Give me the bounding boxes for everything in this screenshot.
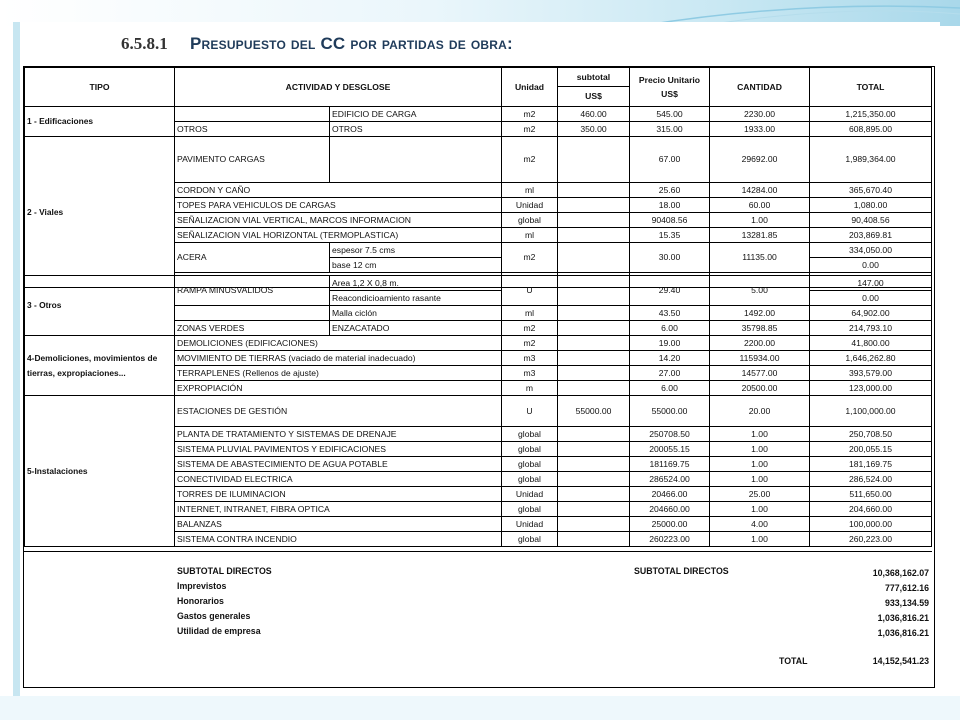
table-cell: 20500.00 bbox=[710, 381, 810, 396]
budget-sheet bbox=[23, 66, 935, 688]
table-cell: ACERA bbox=[175, 243, 330, 273]
table-cell: 0.00 bbox=[810, 291, 932, 306]
table-cell: 90408.56 bbox=[630, 213, 710, 228]
table-cell: m2 bbox=[502, 122, 558, 137]
table-cell: EDIFICIO DE CARGA bbox=[330, 107, 502, 122]
honorarios-label: Honorarios bbox=[177, 596, 224, 606]
summary-section bbox=[24, 551, 932, 686]
table-cell bbox=[558, 381, 630, 396]
table-cell: CONECTIVIDAD ELECTRICA bbox=[175, 472, 502, 487]
table-cell: 147.00 bbox=[810, 276, 932, 291]
table-cell: 14.20 bbox=[630, 351, 710, 366]
header-actividad: ACTIVIDAD Y DESGLOSE bbox=[175, 68, 502, 107]
header-total: TOTAL bbox=[810, 68, 932, 107]
imprevistos-value: 777,612.16 bbox=[884, 583, 929, 593]
table-cell: BALANZAS bbox=[175, 517, 502, 532]
table-cell: 19.00 bbox=[630, 336, 710, 351]
table-cell: INTERNET, INTRANET, FIBRA OPTICA bbox=[175, 502, 502, 517]
table-cell: 1933.00 bbox=[710, 122, 810, 137]
table-cell: 20466.00 bbox=[630, 487, 710, 502]
table-cell: 90,408.56 bbox=[810, 213, 932, 228]
table-cell: 350.00 bbox=[558, 122, 630, 137]
table-cell: 460.00 bbox=[558, 107, 630, 122]
table-cell: TOPES PARA VEHICULOS DE CARGAS bbox=[175, 198, 502, 213]
table-cell bbox=[330, 137, 502, 183]
table-cell: EXPROPIACIÓN bbox=[175, 381, 502, 396]
table-cell bbox=[558, 228, 630, 243]
table-cell bbox=[558, 442, 630, 457]
table-cell: global bbox=[502, 472, 558, 487]
subtotal-mid-label: SUBTOTAL DIRECTOS bbox=[634, 566, 729, 576]
budget-table bbox=[24, 67, 932, 288]
table-cell bbox=[175, 306, 330, 321]
section-number: 6.5.8.1 bbox=[121, 34, 168, 53]
table-cell: 181169.75 bbox=[630, 457, 710, 472]
table-cell: Malla ciclón bbox=[330, 306, 502, 321]
table-cell: Unidad bbox=[502, 487, 558, 502]
table-cell: U bbox=[502, 396, 558, 427]
table-cell: CORDON Y CAÑO bbox=[175, 183, 502, 198]
table-cell: U bbox=[502, 276, 558, 306]
group-viales: 2 - Viales bbox=[25, 137, 175, 288]
table-cell: DEMOLICIONES (EDIFICACIONES) bbox=[175, 336, 502, 351]
table-cell bbox=[558, 366, 630, 381]
table-cell: 2230.00 bbox=[710, 107, 810, 122]
header-tipo: TIPO bbox=[25, 68, 175, 107]
table-cell: 1.00 bbox=[710, 442, 810, 457]
honorarios-value: 933,134.59 bbox=[884, 598, 929, 608]
table-cell bbox=[558, 321, 630, 336]
table-cell: 1.00 bbox=[710, 213, 810, 228]
table-cell bbox=[558, 336, 630, 351]
table-cell: 1,646,262.80 bbox=[810, 351, 932, 366]
table-cell: m2 bbox=[502, 107, 558, 122]
table-cell: global bbox=[502, 457, 558, 472]
table-cell: 27.00 bbox=[630, 366, 710, 381]
table-cell: 204660.00 bbox=[630, 502, 710, 517]
table-cell: OTROS bbox=[330, 122, 502, 137]
table-cell: MOVIMIENTO DE TIERRAS (vaciado de material inadecuado) bbox=[175, 351, 502, 366]
table-cell: m bbox=[502, 381, 558, 396]
table-cell: 55000.00 bbox=[558, 396, 630, 427]
table-cell: m2 bbox=[502, 321, 558, 336]
table-cell: 4.00 bbox=[710, 517, 810, 532]
table-cell: 35798.85 bbox=[710, 321, 810, 336]
header-subtotal-unit: US$ bbox=[558, 87, 630, 107]
table-cell: 250,708.50 bbox=[810, 427, 932, 442]
header-unidad: Unidad bbox=[502, 68, 558, 107]
gastos-value: 1,036,816.21 bbox=[877, 613, 929, 623]
table-cell: m2 bbox=[502, 336, 558, 351]
table-cell: 6.00 bbox=[630, 381, 710, 396]
table-cell bbox=[558, 183, 630, 198]
table-cell: Unidad bbox=[502, 198, 558, 213]
table-cell: ZONAS VERDES bbox=[175, 321, 330, 336]
table-cell: 6.00 bbox=[630, 321, 710, 336]
table-cell: 14284.00 bbox=[710, 183, 810, 198]
utilidad-label: Utilidad de empresa bbox=[177, 626, 261, 636]
table-cell bbox=[558, 502, 630, 517]
table-cell: m2 bbox=[502, 243, 558, 273]
group-edificaciones: 1 - Edificaciones bbox=[25, 107, 175, 137]
table-cell: 1.00 bbox=[710, 427, 810, 442]
table-cell: 25000.00 bbox=[630, 517, 710, 532]
table-cell: 41,800.00 bbox=[810, 336, 932, 351]
table-cell: 511,650.00 bbox=[810, 487, 932, 502]
group-otros: 3 - Otros bbox=[25, 276, 175, 336]
group-demoliciones: 4-Demoliciones, movimientos de tierras, expropiaciones... bbox=[25, 336, 175, 396]
total-value: 14,152,541.23 bbox=[872, 656, 929, 666]
table-cell: 14577.00 bbox=[710, 366, 810, 381]
table-cell: SEÑALIZACION VIAL VERTICAL, MARCOS INFORMACION bbox=[175, 213, 502, 228]
table-cell: TERRAPLENES (Rellenos de ajuste) bbox=[175, 366, 502, 381]
table-cell: 18.00 bbox=[630, 198, 710, 213]
table-cell: 214,793.10 bbox=[810, 321, 932, 336]
table-cell: 20.00 bbox=[710, 396, 810, 427]
table-cell: SEÑALIZACION VIAL HORIZONTAL (TERMOPLASTICA) bbox=[175, 228, 502, 243]
table-cell: 29.40 bbox=[630, 276, 710, 306]
table-cell: Reacondicioamiento rasante bbox=[330, 291, 502, 306]
table-cell: m3 bbox=[502, 351, 558, 366]
table-cell: 260,223.00 bbox=[810, 532, 932, 547]
table-cell bbox=[558, 351, 630, 366]
table-cell: 365,670.40 bbox=[810, 183, 932, 198]
table-cell: 250708.50 bbox=[630, 427, 710, 442]
table-cell bbox=[558, 213, 630, 228]
table-cell: global bbox=[502, 427, 558, 442]
table-cell: 1.00 bbox=[710, 457, 810, 472]
table-cell: ml bbox=[502, 306, 558, 321]
table-cell: 203,869.81 bbox=[810, 228, 932, 243]
table-cell: 200,055.15 bbox=[810, 442, 932, 457]
table-cell: m2 bbox=[502, 137, 558, 183]
table-cell: base 12 cm bbox=[330, 258, 502, 273]
imprevistos-label: Imprevistos bbox=[177, 581, 227, 591]
table-cell: OTROS bbox=[175, 122, 330, 137]
table-cell: 30.00 bbox=[630, 243, 710, 273]
table-cell: 0.00 bbox=[810, 258, 932, 273]
table-cell: 123,000.00 bbox=[810, 381, 932, 396]
table-cell: 545.00 bbox=[630, 107, 710, 122]
table-cell: ENZACATADO bbox=[330, 321, 502, 336]
group-instalaciones: 5-Instalaciones bbox=[25, 396, 175, 547]
subtotal-label: SUBTOTAL DIRECTOS bbox=[177, 566, 272, 576]
table-cell: global bbox=[502, 442, 558, 457]
budget-table-lower bbox=[24, 275, 932, 547]
table-cell: 1.00 bbox=[710, 502, 810, 517]
table-cell: 286524.00 bbox=[630, 472, 710, 487]
table-cell: global bbox=[502, 502, 558, 517]
header-subtotal: subtotal bbox=[558, 68, 630, 87]
table-cell: 115934.00 bbox=[710, 351, 810, 366]
slide-bottom-band bbox=[0, 696, 960, 720]
table-cell: ml bbox=[502, 183, 558, 198]
table-cell: 13281.85 bbox=[710, 228, 810, 243]
table-cell: 1492.00 bbox=[710, 306, 810, 321]
table-cell bbox=[558, 457, 630, 472]
table-cell: ml bbox=[502, 228, 558, 243]
table-cell: 15.35 bbox=[630, 228, 710, 243]
table-cell: 5.00 bbox=[710, 276, 810, 306]
table-cell: 100,000.00 bbox=[810, 517, 932, 532]
table-cell: 1.00 bbox=[710, 532, 810, 547]
table-cell: 29692.00 bbox=[710, 137, 810, 183]
table-cell bbox=[558, 427, 630, 442]
table-cell: 25.00 bbox=[710, 487, 810, 502]
table-cell bbox=[558, 198, 630, 213]
table-cell bbox=[558, 306, 630, 321]
table-cell bbox=[558, 487, 630, 502]
table-cell: 1,080.00 bbox=[810, 198, 932, 213]
table-cell bbox=[558, 472, 630, 487]
table-cell bbox=[558, 243, 630, 273]
table-cell: 608,895.00 bbox=[810, 122, 932, 137]
table-cell: 334,050.00 bbox=[810, 243, 932, 258]
total-label: TOTAL bbox=[779, 656, 808, 666]
table-cell: 11135.00 bbox=[710, 243, 810, 273]
table-cell: Area 1,2 X 0,8 m. bbox=[330, 276, 502, 291]
utilidad-value: 1,036,816.21 bbox=[877, 628, 929, 638]
table-cell: 64,902.00 bbox=[810, 306, 932, 321]
table-cell: 286,524.00 bbox=[810, 472, 932, 487]
table-cell: 393,579.00 bbox=[810, 366, 932, 381]
subtotal-value: 10,368,162.07 bbox=[872, 568, 929, 578]
table-cell: 315.00 bbox=[630, 122, 710, 137]
table-cell: ESTACIONES DE GESTIÓN bbox=[175, 396, 502, 427]
table-cell bbox=[558, 137, 630, 183]
table-cell: SISTEMA DE ABASTECIMIENTO DE AGUA POTABLE bbox=[175, 457, 502, 472]
table-cell bbox=[175, 107, 330, 122]
table-cell: 1.00 bbox=[710, 472, 810, 487]
table-cell: SISTEMA CONTRA INCENDIO bbox=[175, 532, 502, 547]
table-cell: 55000.00 bbox=[630, 396, 710, 427]
table-cell: global bbox=[502, 532, 558, 547]
table-cell bbox=[558, 517, 630, 532]
table-cell bbox=[558, 276, 630, 306]
header-cantidad: CANTIDAD bbox=[710, 68, 810, 107]
section-title: Presupuesto del CC por partidas de obra: bbox=[190, 34, 513, 53]
table-cell: 181,169.75 bbox=[810, 457, 932, 472]
table-cell: global bbox=[502, 213, 558, 228]
header-precio: Precio Unitario US$ bbox=[630, 68, 710, 107]
table-cell: Unidad bbox=[502, 517, 558, 532]
table-cell: 1,215,350.00 bbox=[810, 107, 932, 122]
table-cell: 25.60 bbox=[630, 183, 710, 198]
table-cell: 200055.15 bbox=[630, 442, 710, 457]
table-cell: 67.00 bbox=[630, 137, 710, 183]
table-cell: espesor 7.5 cms bbox=[330, 243, 502, 258]
gastos-label: Gastos generales bbox=[177, 611, 251, 621]
page-title bbox=[121, 34, 513, 54]
table-cell: 1,989,364.00 bbox=[810, 137, 932, 183]
table-cell: PAVIMENTO CARGAS bbox=[175, 137, 330, 183]
table-cell: 60.00 bbox=[710, 198, 810, 213]
table-cell: SISTEMA PLUVIAL PAVIMENTOS Y EDIFICACIONES bbox=[175, 442, 502, 457]
table-cell: TORRES DE ILUMINACION bbox=[175, 487, 502, 502]
slide-left-accent-bar bbox=[13, 22, 20, 696]
table-cell bbox=[558, 532, 630, 547]
table-cell: PLANTA DE TRATAMIENTO Y SISTEMAS DE DRENAJE bbox=[175, 427, 502, 442]
table-cell: m3 bbox=[502, 366, 558, 381]
table-cell: 260223.00 bbox=[630, 532, 710, 547]
table-cell: 1,100,000.00 bbox=[810, 396, 932, 427]
table-cell: RAMPA MINUSVALIDOS bbox=[175, 276, 330, 306]
table-cell: 2200.00 bbox=[710, 336, 810, 351]
table-cell: 43.50 bbox=[630, 306, 710, 321]
table-cell: 204,660.00 bbox=[810, 502, 932, 517]
